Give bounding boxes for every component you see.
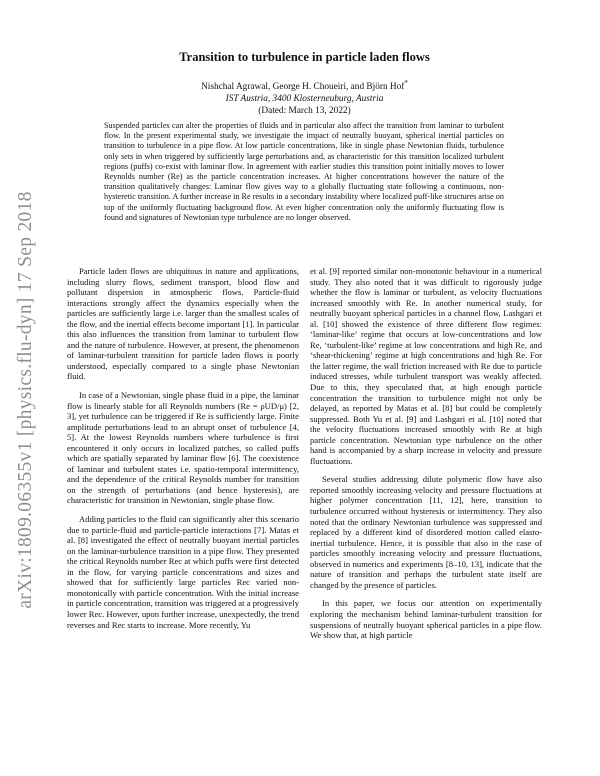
abstract: Suspended particles can alter the properties of fluids and in particular also affect the transition from laminar to turbulent flow. In the present experimental study, we investigate the impact of neutrally buoyant, spherical inertial particles on transition to turbulence in a pipe flow. At low particle concentrations, like in single phase Newtonian fluids, turbulence only sets in when triggered by sufficiently large perturbations and, as characteristic for this transition localized turbulent regions (puffs) co-exist with laminar flow. In agreement with earlier studies this transition point initially moves to lower Reynolds number (Re) as the particle concentration increases. At higher concentrations however the nature of the transition qualitatively changes: Laminar flow gives way to a globally fluctuating state following a continuous, non-hysteretic transition. A further increase in Re results in a secondary instability where localized puff-like structures arise on top of the uniformly fluctuating background flow. At even higher concentration only the uniformly fluctuating flow is found and signatures of Newtonian type turbulence are no longer observed. [104, 121, 504, 222]
affiliation: IST Austria, 3400 Klosterneuburg, Austria [225, 93, 384, 104]
paragraph: Several studies addressing dilute polymeric flow have also reported smoothly increasing velocity and pressure fluctuations at higher polymer concentration [11, 12], here, transition to turbulence occurred without hysteresis or intermittency. They also noted that the ordinary Newtonian turbulence was suppressed and replaced by a different kind of disordered motion called elasto-inertial turbulence. Hence, it is possible that also in the case of particles smoothly increasing velocity and pressure fluctuations, observed in numerics and experiments [8–10, 13], indicate that the nature of transition and perhaps the turbulent state itself are changed by the presence of particles. [310, 474, 542, 590]
arxiv-sidebar [10, 191, 42, 609]
author-line [67, 78, 542, 94]
left-column [67, 266, 299, 638]
author-block [67, 78, 542, 117]
author-footnote-mark: * [404, 79, 408, 87]
paragraph: In this paper, we focus our attention on experimentally exploring the mechanism behind laminar-turbulent transition for suspensions of neutrally buoyant spherical particles in a pipe flow. We show that, at high particle [310, 598, 542, 641]
right-column [310, 266, 542, 649]
paragraph: Particle laden flows are ubiquitous in nature and applications, including slurry flows, sediment transport, blood flow and pollutant dispersion in atmospheric flows. Particle-fluid interactions strongly affect the dynamics especially when the particles are sufficiently large i.e. larger than the smallest scales of the flow, and the inertial effects become important [1]. In particular this also influences the transition from laminar to turbulent flow and the nature of turbulence. However, at present, the phenomenon of laminar-turbulent transition for particle laden flows is poorly understood, especially compared to a single phase Newtonian fluid. [67, 266, 299, 382]
author-names: Nishchal Agrawal, George H. Choueiri, and Björn Hof [201, 82, 405, 93]
dated-line: (Dated: March 13, 2022) [258, 105, 351, 116]
paragraph: Adding particles to the fluid can significantly alter this scenario due to particle-fluid and particle-particle interactions [7]. Matas et al. [8] investigated the effect of neutrally buoyant inertial particles on the laminar-turbulence transition in a pipe flow. They presented the critical Reynolds number Rec at which puffs were first detected in the flow, for varying particle concentrations and sizes and showed that for sufficiently large particles Rec varied non-monotonically with particle concentration. With the initial increase in particle concentration, transition was triggered at a progressively lower Rec. However, upon further increase, unexpectedly, the trend reverses and Rec starts to increase. More recently, Yu [67, 514, 299, 630]
paragraph: et al. [9] reported similar non-monotonic behaviour in a numerical study. They also noted that it was difficult to rigorously judge whether the flow is laminar or turbulent, as velocity fluctuations increased smoothly with Re. In another numerical study, for neutrally buoyant spherical particles in a channel flow, Lashgari et al. [10] showed the existence of three different flow regimes: ‘laminar-like’ regime that occurs at low-concentrations and low Re, ‘turbulent-like’ regime at low concentrations and high Re, and ‘shear-thickening’ regime at high concentrations and high Re. For the latter regime, the wall friction increased with Re due to particle induced stresses, while turbulent transport was weakly affected. Due to this, they speculated that, at high enough particle concentration the transition to turbulence might not only be delayed, as reported by Matas et al. [8] but could be completely suppressed. Both Yu et al. [9] and Lashgari et al. [10] noted that the velocity fluctuations increased smoothly with Re at high particle concentration. Newtonian type turbulence on the other hand is accompanied by a sharp increase in velocity and pressure fluctuations. [310, 266, 542, 466]
arxiv-identifier: arXiv:1809.06355v1 [physics.flu-dyn] 17 Sep 2018 [15, 191, 36, 609]
paper-title: Transition to turbulence in particle laden flows [179, 50, 430, 64]
paragraph: In case of a Newtonian, single phase fluid in a pipe, the laminar flow is linearly stable for all Reynolds numbers (Re = ρUD/μ) [2, 3], yet turbulence can be triggered if Re is sufficiently large. Finite amplitude perturbations lead to an abrupt onset of turbulence [4, 5]. At the lowest Reynolds numbers where turbulence is first encountered it only occurs in localized patches, so called puffs which are spatially separated by laminar flow [6]. The coexistence of laminar and turbulent states i.e. spatio-temporal intermittency, and the dependence of the critical Reynolds number for transition on the strength of perturbations (and hence hysteresis), are characteristic for transition in Newtonian, single phase flow. [67, 390, 299, 506]
